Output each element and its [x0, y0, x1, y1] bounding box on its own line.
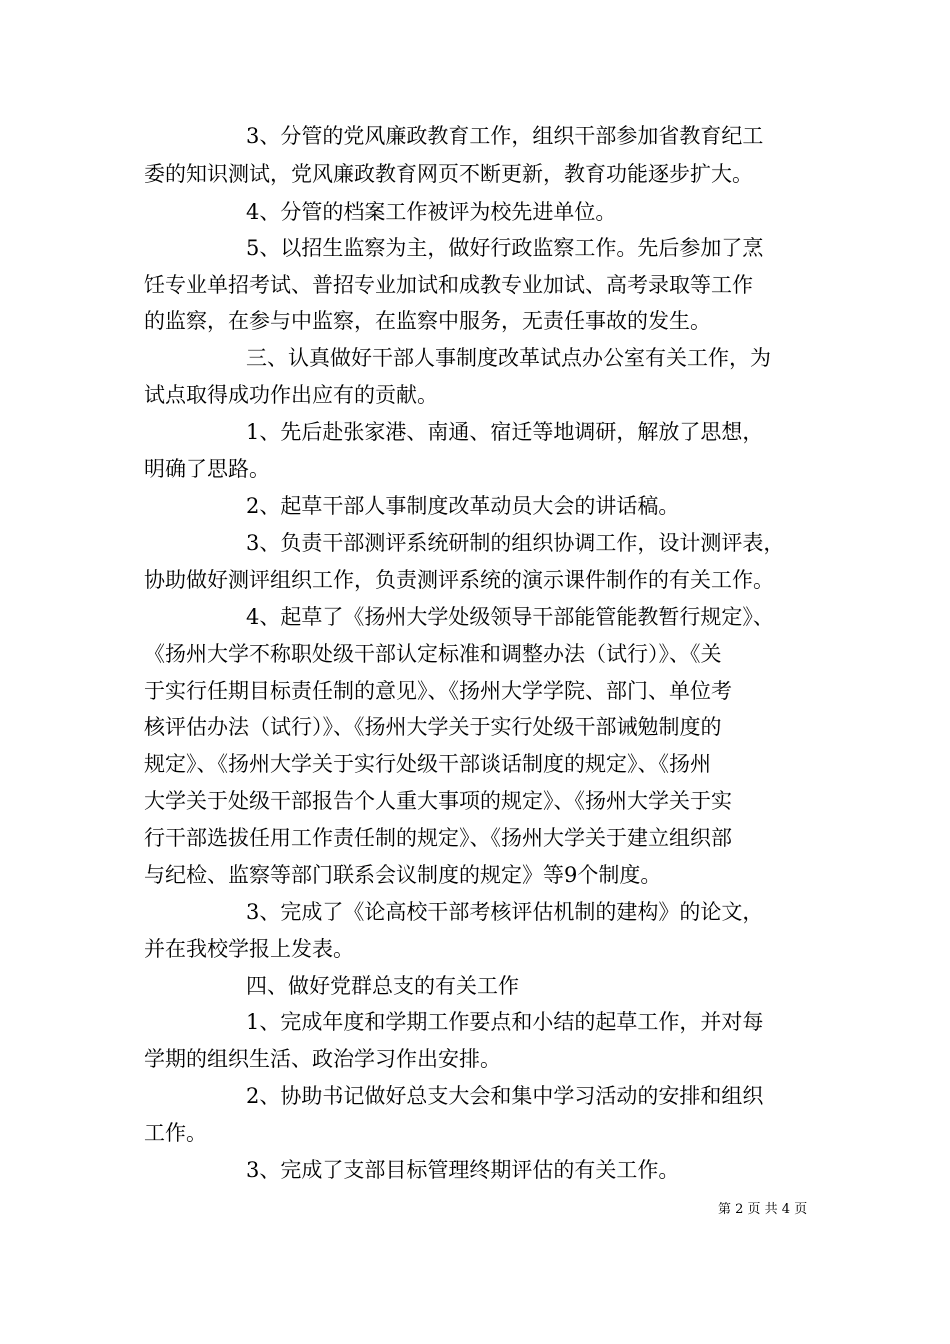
section-heading: 四、做好党群总支的有关工作: [246, 974, 519, 998]
paragraph-line: 1、先后赴张家港、南通、宿迁等地调研，解放了思想，: [246, 420, 764, 444]
paragraph-line: 与纪检、监察等部门联系会议制度的规定》等9个制度。: [144, 863, 662, 887]
paragraph-line: 并在我校学报上发表。: [144, 937, 354, 961]
paragraph-line: 工作。: [144, 1121, 207, 1145]
paragraph-line: 饪专业单招考试、普招专业加试和成教专业加试、高考录取等工作: [144, 273, 753, 297]
paragraph-line: 的监察，在参与中监察，在监察中服务，无责任事故的发生。: [144, 309, 711, 333]
paragraph-line: 大学关于处级干部报告个人重大事项的规定》、《扬州大学关于实: [144, 789, 732, 813]
paragraph-line: 2、协助书记做好总支大会和集中学习活动的安排和组织: [246, 1084, 764, 1108]
paragraph-line: 《扬州大学不称职处级干部认定标准和调整办法（试行）》、《关: [144, 642, 722, 666]
paragraph-line: 试点取得成功作出应有的贡献。: [144, 383, 438, 407]
page-number: 第 2 页 共 4 页: [718, 1202, 808, 1217]
paragraph-line: 协助做好测评组织工作，负责测评系统的演示课件制作的有关工作。: [144, 568, 774, 592]
paragraph-line: 4、分管的档案工作被评为校先进单位。: [246, 200, 617, 224]
paragraph-line: 核评估办法（试行）》、《扬州大学关于实行处级干部诫勉制度的: [144, 715, 722, 739]
paragraph-line: 3、负责干部测评系统研制的组织协调工作，设计测评表，: [246, 531, 785, 555]
paragraph-line: 委的知识测试，党风廉政教育网页不断更新，教育功能逐步扩大。: [144, 162, 753, 186]
paragraph-line: 3、分管的党风廉政教育工作，组织干部参加省教育纪工: [246, 124, 764, 148]
paragraph-line: 1、完成年度和学期工作要点和小结的起草工作，并对每: [246, 1010, 764, 1034]
paragraph-line: 5、以招生监察为主，做好行政监察工作。先后参加了烹: [246, 236, 764, 260]
paragraph-line: 4、起草了《扬州大学处级领导干部能管能教暂行规定》、: [246, 605, 774, 629]
paragraph-line: 明确了思路。: [144, 457, 270, 481]
paragraph-line: 学期的组织生活、政治学习作出安排。: [144, 1047, 501, 1071]
paragraph-line: 3、完成了《论高校干部考核评估机制的建构》的论文，: [246, 900, 764, 924]
paragraph-line: 2、起草干部人事制度改革动员大会的讲话稿。: [246, 494, 680, 518]
paragraph-line: 规定》、《扬州大学关于实行处级干部谈话制度的规定》、《扬州: [144, 752, 711, 776]
paragraph-line: 3、完成了支部目标管理终期评估的有关工作。: [246, 1158, 680, 1182]
paragraph-line: 三、认真做好干部人事制度改革试点办公室有关工作，为: [246, 346, 771, 370]
paragraph-line: 行干部选拔任用工作责任制的规定》、《扬州大学关于建立组织部: [144, 826, 732, 850]
paragraph-line: 于实行任期目标责任制的意见》、《扬州大学学院、部门、单位考: [144, 679, 732, 703]
